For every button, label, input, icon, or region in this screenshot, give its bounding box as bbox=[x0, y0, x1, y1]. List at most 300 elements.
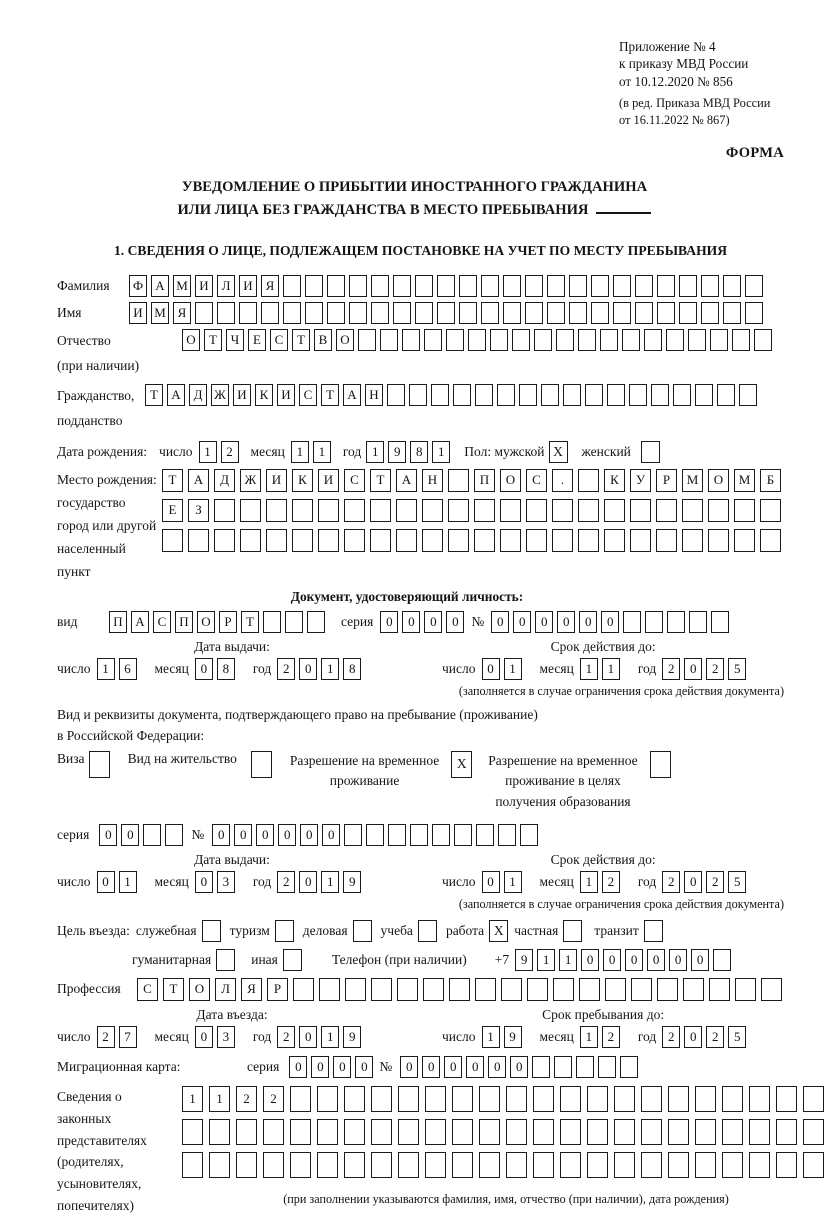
char-cell[interactable]: 0 bbox=[446, 611, 464, 633]
char-cell[interactable]: 0 bbox=[625, 949, 643, 971]
char-cell[interactable] bbox=[402, 329, 420, 351]
char-cell[interactable] bbox=[344, 499, 365, 522]
char-cell[interactable]: 2 bbox=[263, 1086, 284, 1112]
char-cell[interactable]: О bbox=[189, 978, 210, 1001]
char-cell[interactable]: И bbox=[266, 469, 287, 492]
char-cell[interactable] bbox=[735, 978, 756, 1001]
char-cell[interactable]: И bbox=[277, 384, 295, 406]
checkbox-purpose-business[interactable] bbox=[353, 920, 372, 942]
char-cell[interactable]: 9 bbox=[515, 949, 533, 971]
char-cell[interactable] bbox=[614, 1152, 635, 1178]
char-cell[interactable]: 0 bbox=[402, 611, 420, 633]
char-cell[interactable]: 0 bbox=[355, 1056, 373, 1078]
char-cell[interactable] bbox=[560, 1152, 581, 1178]
char-cell[interactable]: Д bbox=[189, 384, 207, 406]
char-cell[interactable]: 0 bbox=[212, 824, 230, 846]
char-cell[interactable] bbox=[266, 499, 287, 522]
char-cell[interactable] bbox=[479, 1152, 500, 1178]
char-cell[interactable] bbox=[423, 978, 444, 1001]
char-cell[interactable] bbox=[656, 529, 677, 552]
char-cell[interactable] bbox=[266, 529, 287, 552]
char-cell[interactable] bbox=[393, 275, 411, 297]
char-cell[interactable] bbox=[448, 499, 469, 522]
char-cell[interactable] bbox=[710, 329, 728, 351]
char-cell[interactable] bbox=[500, 499, 521, 522]
char-cell[interactable] bbox=[701, 275, 719, 297]
char-cell[interactable] bbox=[734, 529, 755, 552]
char-cell[interactable] bbox=[803, 1152, 824, 1178]
char-cell[interactable] bbox=[240, 529, 261, 552]
char-cell[interactable] bbox=[701, 302, 719, 324]
char-cell[interactable] bbox=[344, 1119, 365, 1145]
char-cell[interactable] bbox=[327, 302, 345, 324]
char-cell[interactable]: С bbox=[526, 469, 547, 492]
char-cell[interactable]: 1 bbox=[119, 871, 137, 893]
char-cell[interactable]: 0 bbox=[535, 611, 553, 633]
char-cell[interactable] bbox=[195, 302, 213, 324]
char-cell[interactable] bbox=[503, 302, 521, 324]
char-cell[interactable]: 0 bbox=[444, 1056, 462, 1078]
char-cell[interactable] bbox=[525, 302, 543, 324]
char-cell[interactable]: 2 bbox=[236, 1086, 257, 1112]
char-cell[interactable]: 0 bbox=[299, 1026, 317, 1048]
char-cell[interactable]: Н bbox=[422, 469, 443, 492]
char-cell[interactable]: 0 bbox=[299, 871, 317, 893]
char-cell[interactable] bbox=[527, 978, 548, 1001]
char-cell[interactable]: 2 bbox=[662, 871, 680, 893]
char-cell[interactable] bbox=[387, 384, 405, 406]
char-cell[interactable] bbox=[553, 978, 574, 1001]
char-cell[interactable] bbox=[761, 978, 782, 1001]
char-cell[interactable] bbox=[393, 302, 411, 324]
char-cell[interactable]: 1 bbox=[321, 871, 339, 893]
char-cell[interactable]: 1 bbox=[580, 1026, 598, 1048]
char-cell[interactable] bbox=[683, 978, 704, 1001]
char-cell[interactable]: 0 bbox=[557, 611, 575, 633]
char-cell[interactable] bbox=[370, 529, 391, 552]
char-cell[interactable]: К bbox=[292, 469, 313, 492]
char-cell[interactable]: 1 bbox=[321, 1026, 339, 1048]
char-cell[interactable]: Я bbox=[241, 978, 262, 1001]
char-cell[interactable] bbox=[448, 529, 469, 552]
char-cell[interactable] bbox=[776, 1119, 797, 1145]
char-cell[interactable]: Д bbox=[214, 469, 235, 492]
char-cell[interactable] bbox=[317, 1152, 338, 1178]
char-cell[interactable]: 2 bbox=[706, 1026, 724, 1048]
char-cell[interactable] bbox=[591, 302, 609, 324]
char-cell[interactable]: 0 bbox=[234, 824, 252, 846]
char-cell[interactable] bbox=[657, 978, 678, 1001]
char-cell[interactable]: 0 bbox=[97, 871, 115, 893]
char-cell[interactable] bbox=[533, 1086, 554, 1112]
char-cell[interactable] bbox=[635, 275, 653, 297]
char-cell[interactable] bbox=[614, 1086, 635, 1112]
char-cell[interactable] bbox=[657, 302, 675, 324]
checkbox-temp-residence-education[interactable] bbox=[650, 751, 671, 778]
char-cell[interactable]: Т bbox=[145, 384, 163, 406]
char-cell[interactable] bbox=[604, 499, 625, 522]
char-cell[interactable]: Т bbox=[292, 329, 310, 351]
char-cell[interactable] bbox=[645, 611, 663, 633]
char-cell[interactable]: 3 bbox=[217, 1026, 235, 1048]
char-cell[interactable] bbox=[290, 1119, 311, 1145]
char-cell[interactable]: И bbox=[233, 384, 251, 406]
char-cell[interactable]: 0 bbox=[491, 611, 509, 633]
char-cell[interactable] bbox=[635, 302, 653, 324]
char-cell[interactable]: 3 bbox=[217, 871, 235, 893]
char-cell[interactable] bbox=[651, 384, 669, 406]
char-cell[interactable] bbox=[668, 1152, 689, 1178]
char-cell[interactable] bbox=[307, 611, 325, 633]
char-cell[interactable] bbox=[641, 1152, 662, 1178]
char-cell[interactable]: 0 bbox=[195, 1026, 213, 1048]
checkbox-purpose-tourism[interactable] bbox=[275, 920, 294, 942]
char-cell[interactable]: Е bbox=[162, 499, 183, 522]
char-cell[interactable] bbox=[317, 1119, 338, 1145]
char-cell[interactable] bbox=[578, 329, 596, 351]
char-cell[interactable] bbox=[446, 329, 464, 351]
char-cell[interactable]: 0 bbox=[669, 949, 687, 971]
char-cell[interactable] bbox=[760, 529, 781, 552]
char-cell[interactable]: 2 bbox=[662, 658, 680, 680]
char-cell[interactable] bbox=[292, 529, 313, 552]
char-cell[interactable] bbox=[541, 384, 559, 406]
char-cell[interactable]: Ф bbox=[129, 275, 147, 297]
char-cell[interactable]: 0 bbox=[601, 611, 619, 633]
char-cell[interactable] bbox=[398, 1152, 419, 1178]
char-cell[interactable] bbox=[476, 824, 494, 846]
char-cell[interactable]: 2 bbox=[97, 1026, 115, 1048]
char-cell[interactable]: К bbox=[255, 384, 273, 406]
char-cell[interactable] bbox=[283, 275, 301, 297]
char-cell[interactable]: А bbox=[167, 384, 185, 406]
char-cell[interactable] bbox=[459, 275, 477, 297]
char-cell[interactable] bbox=[410, 824, 428, 846]
char-cell[interactable]: Я bbox=[173, 302, 191, 324]
char-cell[interactable] bbox=[776, 1152, 797, 1178]
char-cell[interactable]: 5 bbox=[728, 658, 746, 680]
char-cell[interactable] bbox=[388, 824, 406, 846]
char-cell[interactable]: А bbox=[396, 469, 417, 492]
char-cell[interactable] bbox=[552, 529, 573, 552]
char-cell[interactable]: И bbox=[195, 275, 213, 297]
char-cell[interactable] bbox=[454, 824, 472, 846]
char-cell[interactable]: 0 bbox=[311, 1056, 329, 1078]
char-cell[interactable]: 0 bbox=[422, 1056, 440, 1078]
char-cell[interactable] bbox=[452, 1119, 473, 1145]
char-cell[interactable]: М bbox=[682, 469, 703, 492]
char-cell[interactable] bbox=[656, 499, 677, 522]
checkbox-female[interactable] bbox=[641, 441, 660, 463]
char-cell[interactable]: С bbox=[344, 469, 365, 492]
char-cell[interactable]: Р bbox=[267, 978, 288, 1001]
char-cell[interactable] bbox=[506, 1086, 527, 1112]
char-cell[interactable] bbox=[533, 1152, 554, 1178]
char-cell[interactable]: О bbox=[197, 611, 215, 633]
char-cell[interactable] bbox=[318, 529, 339, 552]
char-cell[interactable] bbox=[293, 978, 314, 1001]
char-cell[interactable] bbox=[532, 1056, 550, 1078]
char-cell[interactable] bbox=[668, 1119, 689, 1145]
char-cell[interactable] bbox=[240, 499, 261, 522]
char-cell[interactable] bbox=[695, 1119, 716, 1145]
char-cell[interactable] bbox=[547, 302, 565, 324]
char-cell[interactable] bbox=[305, 275, 323, 297]
char-cell[interactable] bbox=[722, 1152, 743, 1178]
char-cell[interactable] bbox=[689, 611, 707, 633]
char-cell[interactable] bbox=[723, 302, 741, 324]
char-cell[interactable] bbox=[501, 978, 522, 1001]
char-cell[interactable] bbox=[620, 1056, 638, 1078]
char-cell[interactable] bbox=[578, 529, 599, 552]
char-cell[interactable]: 0 bbox=[513, 611, 531, 633]
char-cell[interactable] bbox=[749, 1152, 770, 1178]
char-cell[interactable] bbox=[453, 384, 471, 406]
char-cell[interactable] bbox=[525, 275, 543, 297]
char-cell[interactable] bbox=[371, 1152, 392, 1178]
char-cell[interactable]: П bbox=[175, 611, 193, 633]
char-cell[interactable] bbox=[803, 1119, 824, 1145]
char-cell[interactable] bbox=[708, 529, 729, 552]
char-cell[interactable]: 1 bbox=[321, 658, 339, 680]
char-cell[interactable] bbox=[614, 1119, 635, 1145]
char-cell[interactable]: 2 bbox=[277, 658, 295, 680]
char-cell[interactable] bbox=[327, 275, 345, 297]
char-cell[interactable] bbox=[734, 499, 755, 522]
char-cell[interactable] bbox=[498, 824, 516, 846]
char-cell[interactable] bbox=[723, 275, 741, 297]
char-cell[interactable] bbox=[556, 329, 574, 351]
char-cell[interactable] bbox=[682, 499, 703, 522]
char-cell[interactable]: З bbox=[188, 499, 209, 522]
char-cell[interactable]: 1 bbox=[559, 949, 577, 971]
char-cell[interactable] bbox=[563, 384, 581, 406]
char-cell[interactable] bbox=[409, 384, 427, 406]
char-cell[interactable] bbox=[398, 1086, 419, 1112]
char-cell[interactable] bbox=[695, 1152, 716, 1178]
char-cell[interactable] bbox=[631, 978, 652, 1001]
char-cell[interactable] bbox=[520, 824, 538, 846]
char-cell[interactable]: . bbox=[552, 469, 573, 492]
char-cell[interactable]: 5 bbox=[728, 871, 746, 893]
char-cell[interactable] bbox=[711, 611, 729, 633]
char-cell[interactable]: Л bbox=[215, 978, 236, 1001]
char-cell[interactable] bbox=[739, 384, 757, 406]
char-cell[interactable] bbox=[459, 302, 477, 324]
char-cell[interactable]: 0 bbox=[684, 1026, 702, 1048]
char-cell[interactable] bbox=[162, 529, 183, 552]
char-cell[interactable]: К bbox=[604, 469, 625, 492]
char-cell[interactable] bbox=[319, 978, 340, 1001]
char-cell[interactable]: 1 bbox=[580, 658, 598, 680]
char-cell[interactable] bbox=[630, 499, 651, 522]
char-cell[interactable] bbox=[366, 824, 384, 846]
char-cell[interactable] bbox=[398, 1119, 419, 1145]
char-cell[interactable] bbox=[263, 1152, 284, 1178]
char-cell[interactable]: 0 bbox=[603, 949, 621, 971]
char-cell[interactable] bbox=[506, 1152, 527, 1178]
char-cell[interactable] bbox=[605, 978, 626, 1001]
char-cell[interactable]: Р bbox=[219, 611, 237, 633]
char-cell[interactable] bbox=[749, 1119, 770, 1145]
char-cell[interactable]: Е bbox=[248, 329, 266, 351]
char-cell[interactable] bbox=[371, 1119, 392, 1145]
char-cell[interactable]: 0 bbox=[322, 824, 340, 846]
char-cell[interactable]: 0 bbox=[488, 1056, 506, 1078]
char-cell[interactable]: В bbox=[314, 329, 332, 351]
char-cell[interactable]: П bbox=[109, 611, 127, 633]
char-cell[interactable] bbox=[431, 384, 449, 406]
char-cell[interactable] bbox=[695, 1086, 716, 1112]
char-cell[interactable]: П bbox=[474, 469, 495, 492]
char-cell[interactable]: 1 bbox=[97, 658, 115, 680]
char-cell[interactable]: Ч bbox=[226, 329, 244, 351]
char-cell[interactable]: 0 bbox=[121, 824, 139, 846]
char-cell[interactable] bbox=[448, 469, 469, 492]
char-cell[interactable] bbox=[629, 384, 647, 406]
char-cell[interactable] bbox=[475, 384, 493, 406]
char-cell[interactable]: А bbox=[151, 275, 169, 297]
char-cell[interactable] bbox=[641, 1086, 662, 1112]
char-cell[interactable] bbox=[344, 824, 362, 846]
checkbox-purpose-private[interactable] bbox=[563, 920, 582, 942]
char-cell[interactable] bbox=[668, 1086, 689, 1112]
char-cell[interactable]: 7 bbox=[119, 1026, 137, 1048]
checkbox-purpose-humanitarian[interactable] bbox=[216, 949, 235, 971]
checkbox-purpose-other[interactable] bbox=[283, 949, 302, 971]
char-cell[interactable] bbox=[708, 499, 729, 522]
char-cell[interactable] bbox=[182, 1119, 203, 1145]
char-cell[interactable] bbox=[722, 1119, 743, 1145]
char-cell[interactable] bbox=[415, 275, 433, 297]
char-cell[interactable]: Т bbox=[162, 469, 183, 492]
char-cell[interactable]: 9 bbox=[388, 441, 406, 463]
char-cell[interactable] bbox=[474, 529, 495, 552]
char-cell[interactable]: 0 bbox=[289, 1056, 307, 1078]
char-cell[interactable] bbox=[569, 302, 587, 324]
char-cell[interactable] bbox=[396, 499, 417, 522]
char-cell[interactable]: 0 bbox=[256, 824, 274, 846]
char-cell[interactable] bbox=[344, 1086, 365, 1112]
char-cell[interactable] bbox=[749, 1086, 770, 1112]
checkbox-residence-permit[interactable] bbox=[251, 751, 272, 778]
char-cell[interactable] bbox=[214, 499, 235, 522]
char-cell[interactable] bbox=[425, 1152, 446, 1178]
char-cell[interactable] bbox=[396, 529, 417, 552]
char-cell[interactable]: 0 bbox=[99, 824, 117, 846]
char-cell[interactable]: 2 bbox=[662, 1026, 680, 1048]
char-cell[interactable]: С bbox=[270, 329, 288, 351]
char-cell[interactable]: М bbox=[173, 275, 191, 297]
char-cell[interactable] bbox=[641, 1119, 662, 1145]
char-cell[interactable]: 2 bbox=[706, 658, 724, 680]
char-cell[interactable] bbox=[503, 275, 521, 297]
char-cell[interactable] bbox=[497, 384, 515, 406]
char-cell[interactable] bbox=[283, 302, 301, 324]
char-cell[interactable] bbox=[623, 611, 641, 633]
char-cell[interactable] bbox=[695, 384, 713, 406]
char-cell[interactable]: 2 bbox=[221, 441, 239, 463]
char-cell[interactable] bbox=[349, 302, 367, 324]
char-cell[interactable]: Т bbox=[370, 469, 391, 492]
char-cell[interactable]: 0 bbox=[400, 1056, 418, 1078]
char-cell[interactable] bbox=[587, 1152, 608, 1178]
char-cell[interactable] bbox=[657, 275, 675, 297]
char-cell[interactable] bbox=[526, 529, 547, 552]
char-cell[interactable] bbox=[776, 1086, 797, 1112]
char-cell[interactable]: М bbox=[734, 469, 755, 492]
char-cell[interactable]: Т bbox=[241, 611, 259, 633]
char-cell[interactable] bbox=[682, 529, 703, 552]
char-cell[interactable]: 9 bbox=[504, 1026, 522, 1048]
checkbox-temp-residence[interactable]: X bbox=[451, 751, 472, 778]
char-cell[interactable]: 2 bbox=[602, 871, 620, 893]
char-cell[interactable]: Я bbox=[261, 275, 279, 297]
char-cell[interactable] bbox=[490, 329, 508, 351]
checkbox-male[interactable]: X bbox=[549, 441, 568, 463]
char-cell[interactable]: Л bbox=[217, 275, 235, 297]
char-cell[interactable] bbox=[344, 1152, 365, 1178]
char-cell[interactable] bbox=[578, 499, 599, 522]
char-cell[interactable] bbox=[305, 302, 323, 324]
char-cell[interactable]: О bbox=[182, 329, 200, 351]
char-cell[interactable]: Т bbox=[321, 384, 339, 406]
char-cell[interactable] bbox=[344, 529, 365, 552]
char-cell[interactable] bbox=[318, 499, 339, 522]
char-cell[interactable] bbox=[533, 1119, 554, 1145]
char-cell[interactable] bbox=[585, 384, 603, 406]
char-cell[interactable] bbox=[547, 275, 565, 297]
char-cell[interactable] bbox=[285, 611, 303, 633]
char-cell[interactable] bbox=[709, 978, 730, 1001]
char-cell[interactable] bbox=[209, 1119, 230, 1145]
char-cell[interactable]: Р bbox=[656, 469, 677, 492]
char-cell[interactable] bbox=[474, 499, 495, 522]
char-cell[interactable]: 2 bbox=[602, 1026, 620, 1048]
char-cell[interactable] bbox=[500, 529, 521, 552]
char-cell[interactable] bbox=[512, 329, 530, 351]
char-cell[interactable]: 2 bbox=[706, 871, 724, 893]
char-cell[interactable] bbox=[717, 384, 735, 406]
char-cell[interactable] bbox=[526, 499, 547, 522]
char-cell[interactable]: И bbox=[129, 302, 147, 324]
char-cell[interactable] bbox=[452, 1086, 473, 1112]
char-cell[interactable]: 9 bbox=[343, 1026, 361, 1048]
char-cell[interactable] bbox=[143, 824, 161, 846]
char-cell[interactable] bbox=[214, 529, 235, 552]
char-cell[interactable]: 1 bbox=[182, 1086, 203, 1112]
char-cell[interactable]: 1 bbox=[537, 949, 555, 971]
char-cell[interactable] bbox=[370, 499, 391, 522]
char-cell[interactable]: О bbox=[708, 469, 729, 492]
char-cell[interactable]: 1 bbox=[432, 441, 450, 463]
char-cell[interactable] bbox=[673, 384, 691, 406]
char-cell[interactable]: 0 bbox=[647, 949, 665, 971]
char-cell[interactable] bbox=[371, 302, 389, 324]
char-cell[interactable] bbox=[217, 302, 235, 324]
char-cell[interactable] bbox=[587, 1086, 608, 1112]
char-cell[interactable] bbox=[760, 499, 781, 522]
char-cell[interactable]: И bbox=[239, 275, 257, 297]
char-cell[interactable] bbox=[371, 1086, 392, 1112]
char-cell[interactable] bbox=[415, 302, 433, 324]
char-cell[interactable]: 1 bbox=[366, 441, 384, 463]
char-cell[interactable] bbox=[481, 302, 499, 324]
char-cell[interactable] bbox=[236, 1152, 257, 1178]
char-cell[interactable] bbox=[579, 978, 600, 1001]
char-cell[interactable]: 0 bbox=[195, 871, 213, 893]
char-cell[interactable] bbox=[345, 978, 366, 1001]
